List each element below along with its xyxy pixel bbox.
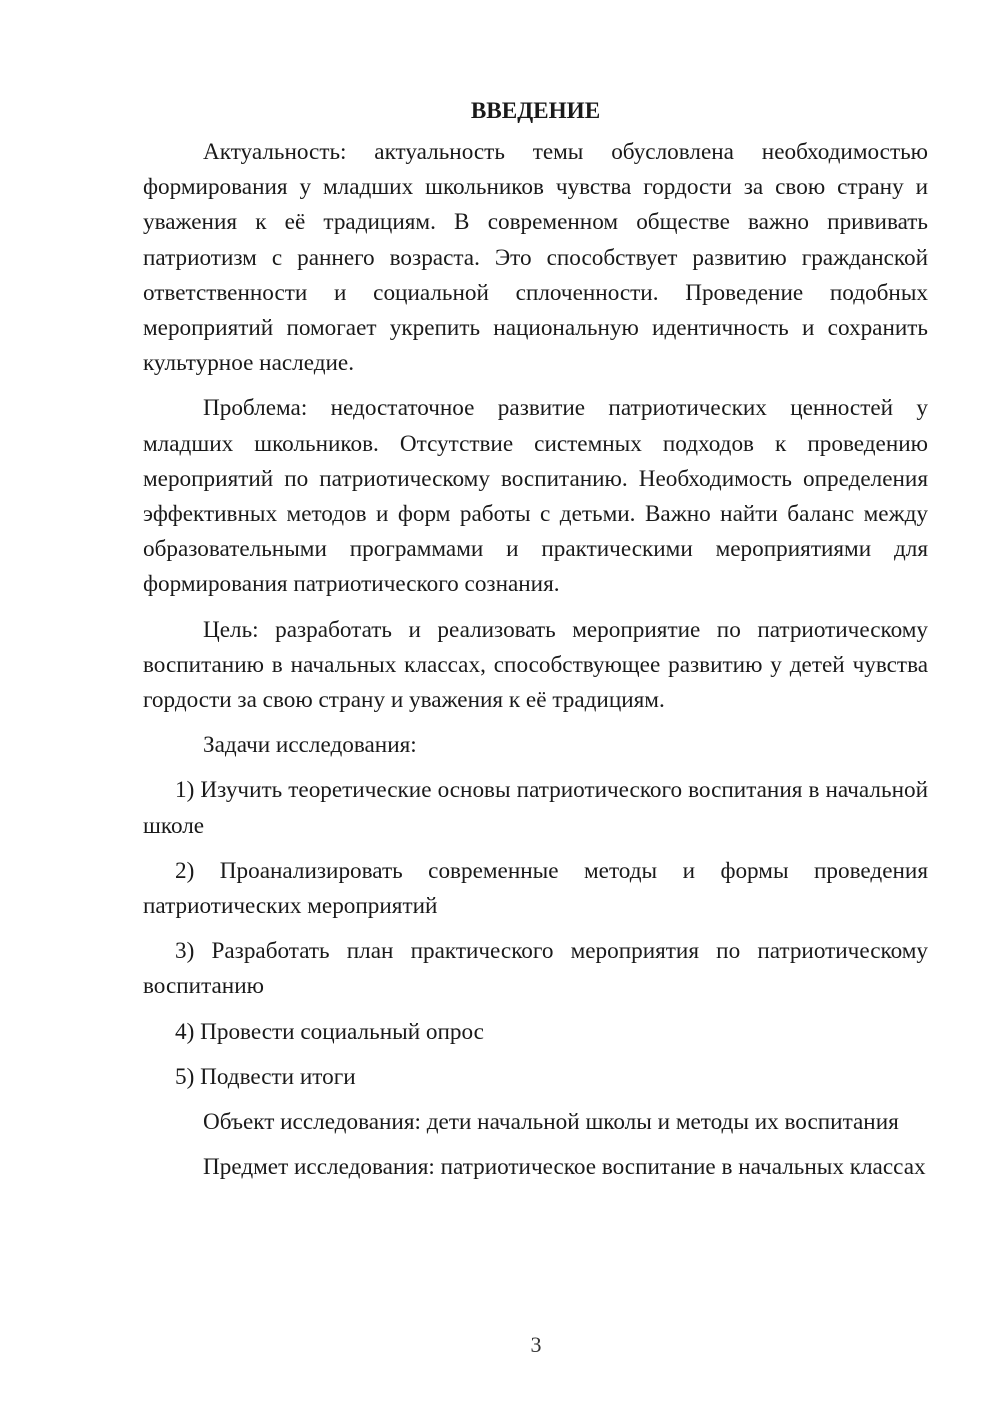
relevance-paragraph: Актуальность: актуальность темы обусловлена необходимостью формирования у младших школьников чувства гордости за свою страну и уважения к её традициям. В современном обществе важно прививать патриотизм с раннего возраста. Это способствует развитию гражданской ответственности и социальной сплоченности. Проведение подобных мероприятий помогает укрепить национальную идентичность и сохранить культурное наследие. [143,139,928,377]
task-item: 5) Подвести итоги [175,1063,356,1090]
tasks-heading: Задачи исследования: [203,732,417,759]
research-subject-paragraph: Предмет исследования: патриотическое воспитание в начальных классах [203,1154,926,1181]
tasks-list [143,773,928,1095]
research-object-paragraph: Объект исследования: дети начальной школы и методы их воспитания [203,1109,899,1136]
page-content [143,95,928,1195]
task-item: 1) Изучить теоретические основы патриотического воспитания в начальной школе [143,777,928,839]
goal-paragraph: Цель: разработать и реализовать мероприятие по патриотическому воспитанию в начальных классах, способствующее развитию у детей чувства гордости за свою страну и уважения к её традициям. [143,616,928,714]
page-number: 3 [530,1332,542,1357]
section-title: ВВЕДЕНИЕ [470,98,601,124]
problem-paragraph: Проблема: недостаточное развитие патриотических ценностей у младших школьников. Отсутствие системных подходов к проведению мероприятий по патриотическому воспитанию. Необходимость определения эффективных методов и форм работы с детьми. Важно найти баланс между образовательными программами и практическими мероприятиями для формирования патриотического сознания. [143,395,928,598]
task-item: 4) Провести социальный опрос [175,1018,484,1045]
task-item: 3) Разработать план практического мероприятия по патриотическому воспитанию [143,938,928,1000]
task-item: 2) Проанализировать современные методы и формы проведения патриотических мероприятий [143,857,928,920]
